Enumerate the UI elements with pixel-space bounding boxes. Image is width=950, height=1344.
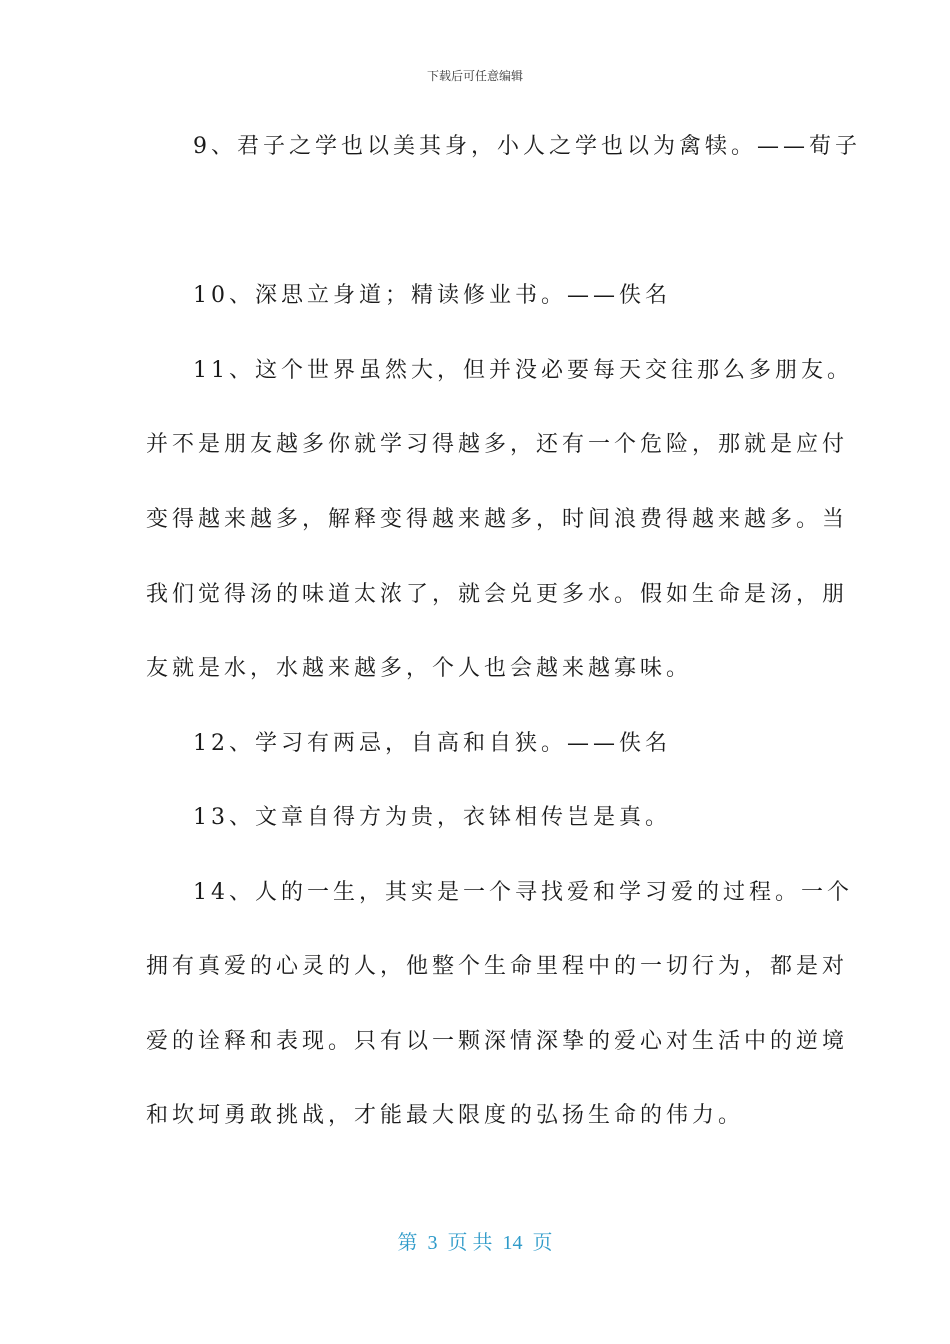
paragraph-line: 10、深思立身道；精读修业书。——佚名 [193, 283, 671, 308]
footer-total-pages: 14 [502, 1232, 523, 1254]
page-footer [0, 1226, 950, 1255]
paragraph-line: 9、君子之学也以美其身，小人之学也以为禽犊。——荀子 [193, 134, 861, 159]
paragraph-line: 变得越来越多，解释变得越来越多，时间浪费得越来越多。当 [146, 507, 849, 532]
paragraph-line: 14、人的一生，其实是一个寻找爱和学习爱的过程。一个 [193, 880, 853, 905]
page-header: 下载后可任意编辑 [426, 69, 523, 83]
paragraph-line: 友就是水，水越来越多，个人也会越来越寡味。 [146, 656, 693, 681]
paragraph-line: 我们觉得汤的味道太浓了，就会兑更多水。假如生命是汤，朋 [146, 582, 849, 607]
paragraph-line: 13、文章自得方为贵，衣钵相传岂是真。 [193, 805, 671, 830]
paragraph-line: 11、这个世界虽然大，但并没必要每天交往那么多朋友。 [193, 358, 853, 383]
footer-prefix: 第 [397, 1232, 418, 1254]
footer-page-number: 3 [427, 1232, 438, 1254]
paragraph-line: 爱的诠释和表现。只有以一颗深情深挚的爱心对生活中的逆境 [146, 1029, 849, 1054]
paragraph-line: 并不是朋友越多你就学习得越多，还有一个危险，那就是应付 [146, 432, 849, 457]
paragraph-line: 拥有真爱的心灵的人，他整个生命里程中的一切行为，都是对 [146, 954, 849, 979]
footer-middle: 页 共 [447, 1232, 493, 1254]
footer-suffix: 页 [532, 1232, 553, 1254]
paragraph-line: 12、学习有两忌，自高和自狭。——佚名 [193, 731, 671, 756]
paragraph-line: 和坎坷勇敢挑战，才能最大限度的弘扬生命的伟力。 [146, 1103, 745, 1128]
